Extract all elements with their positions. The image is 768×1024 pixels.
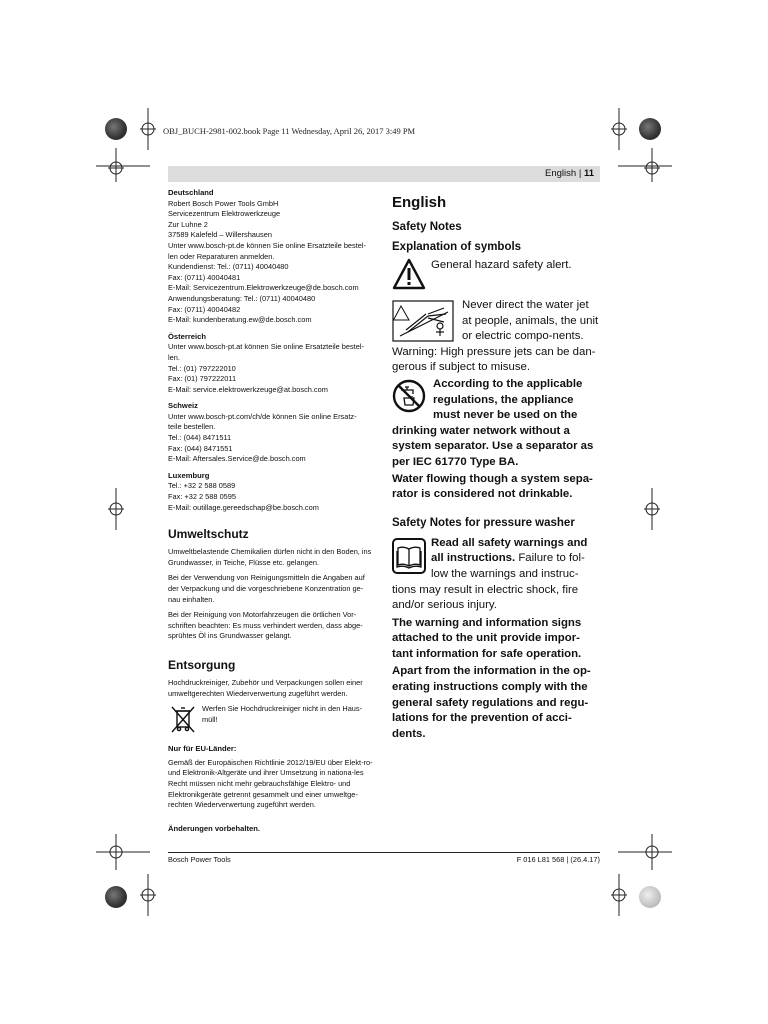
hazard-text: General hazard safety alert. [431, 259, 572, 271]
water-jet-text: Never direct the water jet at people, animals, the unit or electric compo-nents. [462, 299, 599, 343]
page-header: English | 11 [168, 166, 600, 182]
text-line: Servicezentrum Elektrowerkzeuge [168, 209, 281, 219]
signs-text: The warning and information signs attached to the unit provide impor-tant information for safe operation. [392, 616, 582, 660]
luxemburg-lines [168, 481, 373, 513]
footer-brand: Bosch Power Tools [168, 855, 231, 864]
text-line: Fax: (01) 797222011 [168, 374, 237, 384]
hazard-symbol-row [392, 258, 600, 290]
symbols-heading: Explanation of symbols [392, 241, 522, 253]
water-jet-warning-icon [392, 300, 454, 342]
text-line: Unter www.bosch-pt.at können Sie online Ersatzteile bestel- [168, 342, 364, 352]
text-line: len oder Reparaturen anmelden. [168, 251, 275, 261]
warning-text: Warning: High pressure jets can be dan-gerous if subject to misuse. [392, 345, 596, 374]
section-title-luxemburg: Luxemburg [168, 470, 210, 480]
no-drinking-water-icon [392, 379, 428, 413]
read-instructions-block [392, 536, 600, 614]
safety-notes-heading: Safety Notes [392, 221, 462, 233]
text-line: E-Mail: service.elektrowerkzeuge@at.bosch.com [168, 384, 328, 394]
section-title-schweiz: Schweiz [168, 401, 198, 411]
umwelt-paragraph: Umweltbelastende Chemikalien dürfen nicht in den Boden, ins Grundwasser, in Teiche, Flüsse etc. gelangen. [168, 547, 372, 567]
apart-text: Apart from the information in the op-erating instructions comply with the general safety regulations and regu-lations for the prevention of acci-dents. [392, 665, 591, 740]
eu-paragraph: Gemäß der Europäischen Richtlinie 2012/19/EU über Elekt-ro- und Elektronik-Altgeräte und ihrer Umsetzung in nationa-les Recht müssen nicht mehr gebrauchsfähige Elektro- und Elektronikgeräte getrennt gesammelt und einer umweltge-rechten Wiederverwertung zugeführt werden. [168, 757, 373, 810]
read-manual-icon [392, 538, 426, 574]
umwelt-paragraph: Bei der Verwendung von Reinigungsmitteln die Angaben auf der Verpackung und die vorgeschriebene Konzentration ge-nau einhalten. [168, 573, 365, 604]
text-line: Kundendienst: Tel.: (0711) 40040480 [168, 262, 289, 272]
water-jet-symbol-row [392, 300, 600, 345]
text-line: Tel.: +32 2 588 0589 [168, 481, 236, 491]
section-title-deutschland: Deutschland [168, 188, 214, 197]
print-slug: OBJ_BUCH-2981-002.book Page 11 Wednesday, April 26, 2017 3:49 PM [163, 126, 416, 136]
text-line: Fax: (0711) 40040481 [168, 272, 241, 282]
text-line: len. [168, 352, 180, 362]
text-line: E-Mail: kundenberatung.ew@de.bosch.com [168, 315, 312, 325]
text-line: Tel.: (01) 797222010 [168, 363, 236, 373]
eu-title: Nur für EU-Länder: [168, 744, 237, 754]
text-line: Fax: (044) 8471551 [168, 443, 233, 453]
section-title-umweltschutz: Umweltschutz [168, 527, 249, 542]
pressure-washer-heading: Safety Notes for pressure washer [392, 516, 575, 529]
regulations-text: According to the applicable regulations, the appliance must never be used on the drinking water network without a system separator. Use a separator as per IEC 61770 Type BA. [392, 377, 594, 468]
left-column [168, 188, 373, 834]
weee-text: Werfen Sie Hochdruckreiniger nicht in den Haus-müll! [202, 704, 363, 724]
regulations-block [392, 377, 600, 471]
warning-triangle-icon [392, 258, 426, 290]
schweiz-lines [168, 412, 373, 465]
text-line: E-Mail: Servicezentrum.Elektrowerkzeuge@de.bosch.com [168, 283, 359, 293]
read-bold-text: Read all safety warnings and all instructions. [431, 536, 588, 565]
text-line: E-Mail: outillage.gereedschap@be.bosch.com [168, 502, 319, 512]
crossed-bin-icon [168, 704, 198, 734]
footer-rule [168, 852, 600, 853]
text-line: Unter www.bosch-pt.de können Sie online Ersatzteile bestel- [168, 240, 367, 250]
header-language: English [545, 168, 577, 179]
right-column [392, 193, 600, 742]
section-title-oesterreich: Österreich [168, 331, 206, 341]
changes-note: Änderungen vorbehalten. [168, 823, 260, 833]
page-number: 11 [583, 168, 594, 179]
footer-doc-code: F 016 L81 568 | (26.4.17) [516, 855, 600, 864]
text-line: Anwendungsberatung: Tel.: (0711) 40040480 [168, 293, 316, 303]
weee-notice [168, 704, 373, 734]
text-line: Zur Luhne 2 [168, 219, 208, 229]
oesterreich-lines [168, 342, 373, 395]
text-line: Fax: (0711) 40040482 [168, 304, 241, 314]
text-line: Robert Bosch Power Tools GmbH [168, 198, 279, 208]
water-not-drinkable-text: Water flowing though a system sepa-rator is considered not drinkable. [392, 472, 593, 501]
text-line: E-Mail: Aftersales.Service@de.bosch.com [168, 454, 306, 464]
text-line: Fax: +32 2 588 0595 [168, 492, 237, 502]
text-line: Unter www.bosch-pt.com/ch/de können Sie online Ersatz- [168, 411, 357, 421]
read-rest-text: Failure to fol-low the warnings and instruc-tions may result in electric shock, fire and/or serious injury. [392, 552, 585, 612]
deutschland-lines [168, 199, 373, 326]
entsorgung-paragraph: Hochdruckreiniger, Zubehör und Verpackungen sollen einer umweltgerechten Wiederverwertung zugeführt werden. [168, 677, 363, 698]
text-line: 37589 Kalefeld – Willershausen [168, 230, 272, 240]
language-heading: English [392, 194, 447, 211]
text-line: Tel.: (044) 8471511 [168, 433, 232, 443]
umwelt-paragraph: Bei der Reinigung von Motorfahrzeugen die örtlichen Vor-schriften beachten: Es muss verhindert werden, dass abge-sprühtes Öl ins Grundwasser gelangt. [168, 610, 363, 641]
text-line: teile bestellen. [168, 422, 216, 432]
section-title-entsorgung: Entsorgung [168, 657, 236, 672]
